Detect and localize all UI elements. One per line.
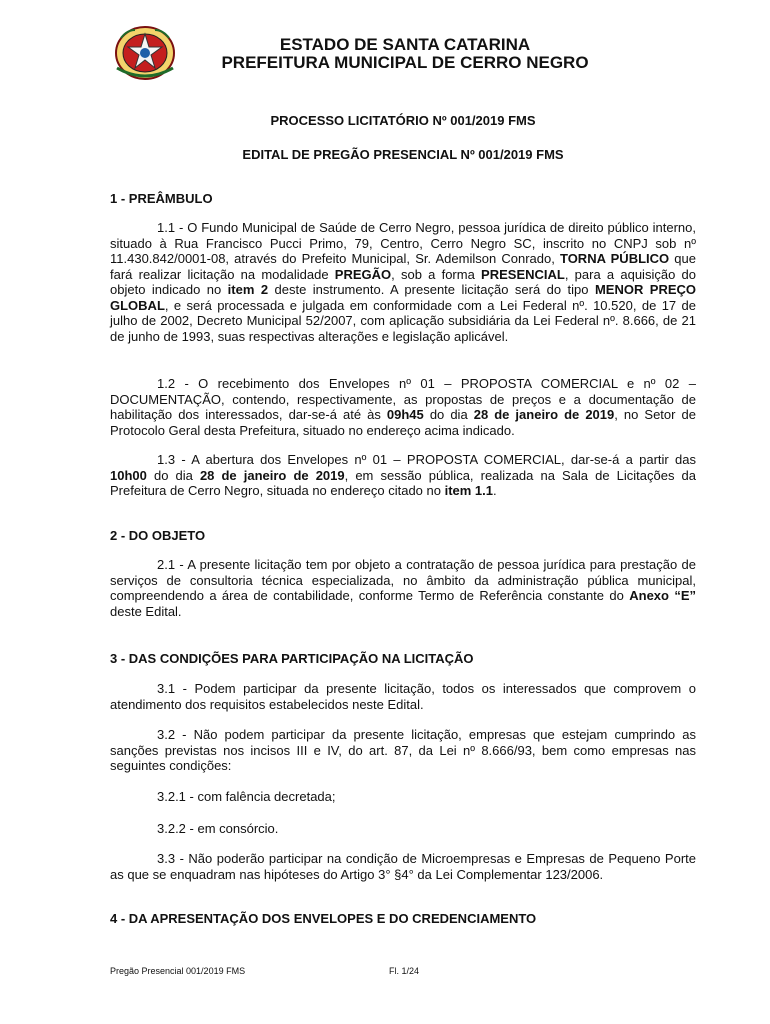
section-1-title: 1 - PREÂMBULO: [110, 191, 213, 206]
paragraph-3-1: 3.1 - Podem participar da presente licitação, todos os interessados que comprovem o atendimento dos requisitos estabelecidos neste Edital.: [110, 681, 696, 712]
item-3-2-2: 3.2.2 - em consórcio.: [157, 821, 279, 836]
paragraph-3-3: 3.3 - Não poderão participar na condição de Microempresas e Empresas de Pequeno Porte as que se enquadram nas hipóteses do Artigo 3° §4° da Lei Complementar 123/2006.: [110, 851, 696, 882]
paragraph-1-2: 1.2 - O recebimento dos Envelopes nº 01 – PROPOSTA COMERCIAL e nº 02 – DOCUMENTAÇÃO, contendo, respectivamente, as propostas de preços e a documentação de habilitação dos interessados, dar-se-á até às 09h45 do dia 28 de janeiro de 2019, no Setor de Protocolo Geral desta Prefeitura, situado no endereço acima indicado.: [110, 376, 696, 438]
paragraph-1-3: 1.3 - A abertura dos Envelopes nº 01 – PROPOSTA COMERCIAL, dar-se-á a partir das 10h00 do dia 28 de janeiro de 2019, em sessão pública, realizada na Sala de Licitações da Prefeitura de Cerro Negro, situada no endereço citado no item 1.1.: [110, 452, 696, 498]
state-name: ESTADO DE SANTA CATARINA: [279, 35, 531, 54]
municipality-name: PREFEITURA MUNICIPAL DE CERRO NEGRO: [221, 53, 589, 72]
section-2-title: 2 - DO OBJETO: [110, 528, 206, 543]
paragraph-2-1: 2.1 - A presente licitação tem por objeto a contratação de pessoa jurídica para prestação de serviços de consultoria técnica especializada, no âmbito da administração pública municipal, compreendendo a área de contabilidade, conforme Termo de Referência constante do Anexo “E” deste Edital.: [110, 557, 697, 619]
municipal-coat-of-arms-icon: [113, 24, 177, 82]
edital-title: EDITAL DE PREGÃO PRESENCIAL Nº 001/2019 FMS: [242, 147, 564, 162]
section-3-title: 3 - DAS CONDIÇÕES PARA PARTICIPAÇÃO NA LICITAÇÃO: [110, 651, 474, 666]
item-3-2-1: 3.2.1 - com falência decretada;: [157, 789, 336, 804]
process-title: PROCESSO LICITATÓRIO Nº 001/2019 FMS: [270, 113, 536, 128]
footer-document-ref: Pregão Presencial 001/2019 FMS: [110, 966, 246, 976]
paragraph-1-1: 1.1 - O Fundo Municipal de Saúde de Cerro Negro, pessoa jurídica de direito público interno, situado à Rua Francisco Pucci Primo, 79, Centro, Cerro Negro SC, inscrito no CNPJ sob nº 11.430.842/0001-08, através do Prefeito Municipal, Sr. Ademilson Conrado, TORNA PÚBLICO que fará realizar licitação na modalidade PREGÃO, sob a forma PRESENCIAL, para a aquisição do objeto indicado no item 2 deste instrumento. A presente licitação será do tipo MENOR PREÇO GLOBAL, e será processada e julgada em conformidade com a Lei Federal nº. 10.520, de 17 de julho de 2002, Decreto Municipal 52/2007, com aplicação subsidiária da Lei Federal nº. 8.666, de 21 de junho de 1993, suas respectivas alterações e legislação aplicável.: [110, 220, 697, 344]
footer-page-number: Fl. 1/24: [389, 966, 420, 976]
document-header: [190, 36, 620, 72]
paragraph-3-2: 3.2 - Não podem participar da presente licitação, empresas que estejam cumprindo as sanções previstas nos incisos III e IV, do art. 87, da Lei nº 8.666/93, bem como empresas nas seguintes condições:: [110, 727, 696, 773]
section-4-title: 4 - DA APRESENTAÇÃO DOS ENVELOPES E DO CREDENCIAMENTO: [110, 911, 537, 926]
